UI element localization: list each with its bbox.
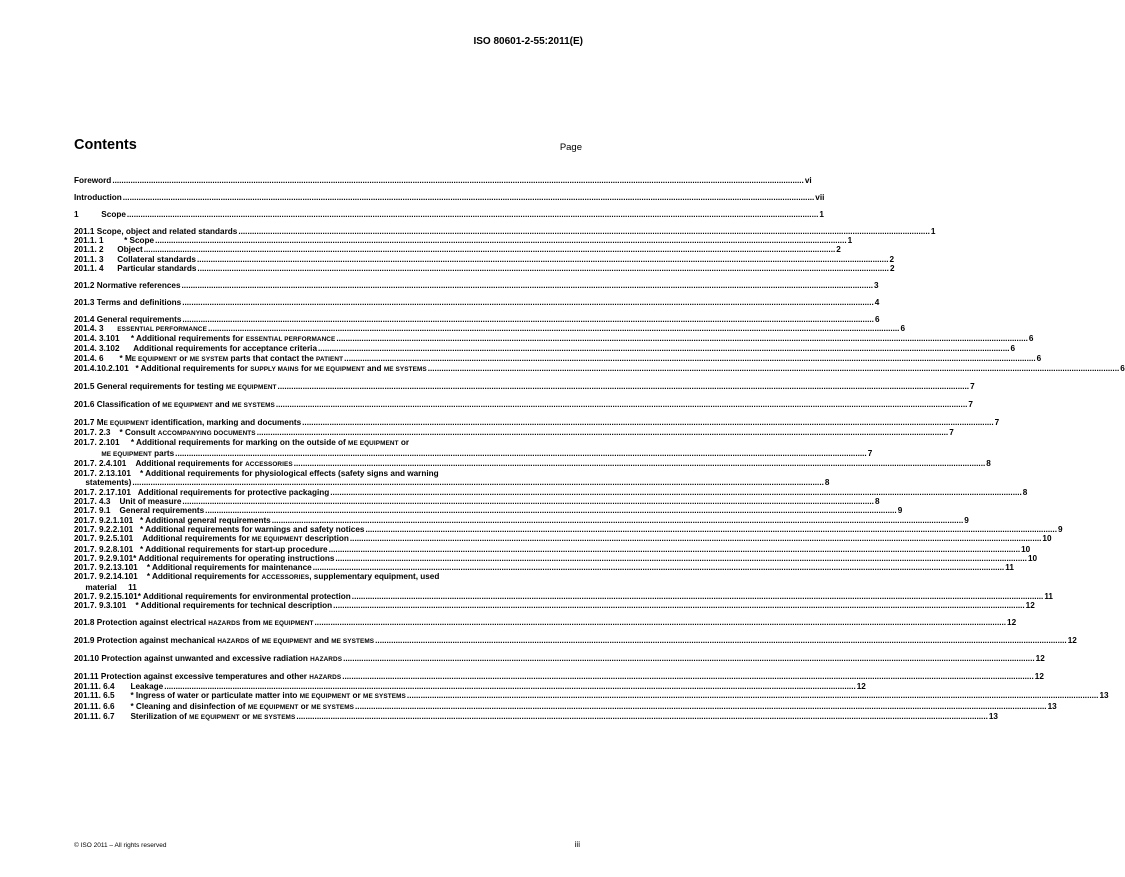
toc-entry-page: 12 [1067,636,1077,646]
toc-entry[interactable] [74,691,1109,701]
toc-entry-title [74,654,342,664]
toc-entry-title [74,428,256,438]
document-header: ISO 80601-2-55:2011(E) [473,36,583,47]
toc-entry-text-part: 201.7. 2.13.101 * Additional requirements for physiological effects (safety signs and warning [74,469,439,479]
toc-entry-first-line [74,438,582,448]
toc-entry[interactable] [74,506,903,516]
toc-entry-text-part: ME EQUIPMENT [189,714,240,722]
toc-entry-text-part: , supplementary equipment, used [309,572,440,582]
toc-entry[interactable] [74,671,1044,682]
dot-leader [164,682,856,691]
dot-leader [182,497,874,506]
toc-entry-text-part: 201.7. 2.4.101 Additional requirements for [74,458,246,468]
toc-entry-page: 2 [889,254,895,264]
dot-leader [302,418,994,427]
toc-entry-text-part: from [240,618,263,628]
dot-leader [155,236,847,245]
toc-entry-continuation-line [74,478,830,488]
toc-entry-page: 1 [847,235,853,245]
dot-leader [350,534,1042,543]
dot-leader [296,712,988,721]
toc-entry-title [74,601,332,610]
toc-entry-title [74,497,181,506]
toc-entry-page: 8 [874,497,880,507]
toc-entry-text-part: 201.1. 2 Object [74,245,143,255]
toc-entry-text-part: ME EQUIPMENT [314,366,365,374]
toc-entry-text-part: 201.7. 9.2.13.101 * Additional requirements for maintenance [74,563,312,573]
toc-entry-text-part: 201.7. 9.3.101 * Additional requirements for technical description [74,601,333,611]
toc-entry-title [74,534,349,544]
toc-entry-text-part: 201.1. 1 * Scope [74,235,155,245]
toc-entry[interactable] [74,417,1000,428]
dot-leader [112,176,804,185]
toc-entry-text-part: 201.5 General requirements for testing [74,381,226,391]
toc-entry-page: 1 [930,226,936,236]
page-title: Contents [74,137,137,153]
toc-entry-page: 7 [968,399,973,409]
toc-entry-text-part: 201.7. 2.101 * Additional requirements for marking on the outside of [74,438,349,448]
toc-entry[interactable] [74,323,906,334]
toc-entry[interactable] [74,553,1038,563]
toc-entry-title [74,618,314,628]
dot-leader [123,193,815,202]
toc-entry[interactable] [74,235,853,245]
toc-entry-text-part: 201.11. 6.6 * Cleaning and disinfection of [74,701,248,711]
toc-entry-page: 8 [824,478,830,488]
toc-entry[interactable] [74,364,1125,374]
dot-leader [335,554,1027,563]
toc-entry-page: 4 [874,297,880,307]
toc-entry-title [74,382,277,392]
toc-entry-page: vii [815,192,825,202]
toc-entry-page: 12 [1025,601,1035,611]
toc-entry-title [74,364,427,374]
toc-entry-page: 9 [964,515,969,525]
toc-entry-text-part: E EQUIPMENT [131,355,177,363]
page-number: iii [574,840,580,849]
toc-entry-text-part: 201.7. 2.3 * Consult [74,427,158,437]
toc-entry-text-part: 201.11. 6.4 Leakage [74,682,164,692]
toc-entry-page: 11 [1005,563,1014,573]
toc-entry-text-part: 201.7. 9.2.2.101 * Additional requirements for warnings and safety notices [74,524,365,534]
toc-entry-title [74,298,181,307]
toc-entry-page: 7 [970,381,975,391]
toc-entry-page: 11 [1044,592,1053,602]
copyright-notice: © ISO 2011 – All rights reserved [74,842,167,849]
toc-entry[interactable] [74,226,936,236]
toc-entry-first-line [74,572,582,582]
dot-leader [333,601,1025,610]
toc-entry[interactable] [74,563,1014,573]
dot-leader [208,324,900,333]
toc-entry[interactable] [74,654,1045,664]
toc-entry[interactable] [74,334,1034,344]
toc-entry-title [74,525,364,534]
toc-entry-text-part: statements) [74,478,132,488]
toc-entry-text-part: SUPPLY MAINS [250,366,299,374]
toc-entry[interactable] [74,544,1031,554]
toc-entry-title [74,636,374,646]
toc-entry[interactable] [74,176,812,185]
toc-entry-text-part: PATIENT [316,355,344,363]
toc-entry-text-part: 201.7. 9.2.5.101 Additional requirements for [74,534,252,544]
toc-entry-text-part: ESSENTIAL PERFORMANCE [245,336,336,344]
toc-entry-page: 6 [874,314,880,324]
dot-leader [182,315,874,324]
dot-leader [182,298,874,307]
toc-entry-text-part: 201.3 Terms and definitions [74,297,182,307]
toc-entry-title [74,583,137,592]
toc-entry-page: 6 [1010,344,1016,354]
toc-entry-page: 9 [897,506,903,516]
toc-entry-title [74,281,181,290]
toc-entry[interactable] [74,601,1035,611]
toc-entry-text-part: ME EQUIPMENT [261,638,313,646]
toc-entry-page: 10 [1027,553,1038,563]
toc-entry-text-part: identification, marking and documents [148,417,302,427]
toc-entry[interactable] [74,636,1077,646]
toc-entry-text-part: E EQUIPMENT [103,419,149,427]
toc-entry-page: 10 [1021,544,1031,554]
toc-entry-title [74,176,111,185]
toc-entry-text-part: 201.1 Scope, object and related standards [74,226,238,236]
toc-entry-text-part: 201.7. 4.3 Unit of measure [74,497,182,507]
toc-entry[interactable] [74,297,880,307]
toc-entry[interactable] [74,399,973,410]
toc-entry-text-part: 201.4. 3.101 * Additional requirements for [74,334,246,344]
toc-entry-text-part: ME EQUIPMENT [299,693,351,701]
toc-entry-title [74,712,295,722]
toc-entry[interactable] [74,438,873,459]
toc-entry-text-part: 201.2 Normative references [74,280,181,290]
toc-entry-page: 7 [994,417,1000,427]
dot-leader [272,516,964,525]
toc-entry[interactable] [74,209,824,219]
toc-entry-text-part: ACCESSORIES [245,460,293,468]
toc-entry-text-part: or [350,691,364,701]
dot-leader [294,459,986,468]
toc-entry-text-part: 201.7. 9.2.1.101 * Additional general requirements [74,515,271,525]
toc-entry[interactable] [74,254,895,264]
toc-entry-text-part: ME EQUIPMENT [348,440,399,448]
toc-entry-page: 7 [867,448,873,458]
toc-entry-title [74,264,196,273]
toc-entry[interactable] [74,192,825,202]
table-of-contents [74,176,1125,722]
toc-entry-page: 6 [1120,364,1125,374]
toc-entry-text-part: 201.10 Protection against unwanted and excessive radiation [74,654,311,663]
toc-entry-text-part: 201.4. 3.102 Additional requirements for acceptance criteria [74,344,317,354]
dot-leader [197,255,889,264]
toc-entry-text-part: ME SYSTEMS [331,638,375,646]
dot-leader [205,506,897,515]
toc-entry-text-part: ME EQUIPMENT [251,536,303,544]
toc-entry-page: 6 [900,323,906,333]
toc-entry-title [74,691,406,701]
toc-entry-text-part: of [249,636,262,646]
toc-entry-page: 12 [1035,654,1045,663]
toc-entry-text-part: 201.1. 3 Collateral standards [74,254,196,264]
dot-leader [313,563,1005,572]
dot-leader [144,245,836,254]
toc-entry-title [74,236,154,245]
dot-leader [342,672,1034,681]
toc-entry-text-part: 201.9 Protection against mechanical [74,636,218,646]
toc-entry-title [74,554,334,563]
toc-entry-page: 10 [1042,534,1052,544]
toc-entry-page: 13 [1099,691,1109,701]
toc-entry-text-part: ME EQUIPMENT [262,620,314,628]
toc-entry[interactable] [74,701,1057,712]
toc-entry-text-part: ACCOMPANYING DOCUMENTS [157,429,256,437]
dot-leader [197,264,889,273]
toc-entry-text-part: 201.6 Classification of [74,399,163,409]
toc-entry-title [74,315,181,324]
dot-leader [238,227,930,236]
toc-entry-text-part: ME SYSTEMS [383,366,427,374]
toc-entry[interactable] [74,263,895,273]
toc-entry[interactable] [74,497,880,507]
toc-entry-page: 6 [1028,334,1034,344]
toc-entry[interactable] [74,682,866,692]
toc-entry-text-part: or [398,438,410,448]
page-column-label: Page [559,142,582,153]
toc-entry-title [74,545,328,554]
toc-entry-title [74,449,174,459]
toc-entry[interactable] [74,534,1052,544]
dot-leader [276,400,968,409]
toc-entry-text-part: ME SYSTEMS [252,714,296,722]
toc-entry-text-part: 1 Scope [74,209,126,219]
toc-entry-page: 13 [988,712,998,722]
dot-leader [278,382,970,391]
toc-entry-title [74,702,354,712]
dot-leader [343,654,1035,663]
toc-entry-page: 13 [1047,701,1057,711]
toc-entry-text-part: 201.4. 6 * M [74,353,132,363]
toc-entry[interactable] [74,712,998,722]
toc-entry-text-part: ME EQUIPMENT [225,383,277,391]
dot-leader [315,618,1007,627]
dot-leader [407,691,1099,700]
toc-entry-text-part: HAZARDS [217,638,250,646]
toc-entry-title [74,324,207,334]
toc-entry-text-part: ME SYSTEMS [311,703,355,711]
toc-entry-text-part: or [176,353,190,363]
toc-entry-text-part: parts [151,448,175,458]
toc-entry-text-part: ME SYSTEMS [363,693,406,701]
toc-entry-title [74,193,122,202]
toc-entry-text-part: ME EQUIPMENT [101,450,152,458]
toc-entry-text-part: ESSENTIAL PERFORMANCE [117,325,207,333]
dot-leader [127,210,819,219]
toc-entry-text-part: or [298,701,312,711]
toc-entry-title [74,672,341,682]
toc-entry-text-part: ME SYSTEMS [231,401,275,409]
toc-entry-text-part: 201.11. 6.5 * Ingress of water or particulate matter into [74,691,300,701]
toc-entry-text-part: and [212,399,232,409]
dot-leader [175,449,867,458]
toc-entry-title [74,506,204,515]
toc-entry-text-part: 201.7 M [74,417,104,427]
dot-leader [365,525,1057,534]
toc-entry-title [74,210,126,219]
toc-entry-text-part: HAZARDS [310,656,343,663]
toc-entry-title [74,344,317,353]
toc-entry[interactable] [74,353,1042,364]
toc-entry-page: vi [804,176,812,185]
toc-entry-text-part: HAZARDS [309,673,342,681]
dot-leader [428,364,1120,373]
toc-entry[interactable] [74,515,969,525]
dot-leader [330,488,1022,497]
toc-entry-page: 1 [819,209,824,219]
toc-entry-text-part: Introduction [74,192,122,202]
toc-entry-text-part: 201.1. 4 Particular standards [74,263,197,273]
toc-entry[interactable] [74,344,1016,354]
toc-entry-title [74,488,329,497]
toc-entry-page: 2 [836,245,841,255]
toc-entry-title [74,682,163,691]
toc-entry-text-part: 201.7. 9.2.8.101 * Additional requirements for start-up procedure [74,544,328,554]
toc-entry-text-part: 201.4 General requirements [74,314,182,324]
toc-entry-title [74,400,275,410]
dot-leader [344,354,1036,363]
toc-entry-text-part: ME EQUIPMENT [247,703,299,711]
toc-entry[interactable] [74,572,582,592]
toc-entry[interactable] [74,618,1017,628]
toc-entry-text-part: 201.7. 2.17.101 Additional requirements for protective packaging [74,487,330,497]
toc-entry-text-part: 201.7. 9.2.15.101* Additional requirements for environmental protection [74,592,351,602]
toc-entry-title [74,354,343,364]
toc-entry-text-part: 201.4.10.2.101 * Additional requirements for [74,364,251,374]
toc-entry-text-part: 201.8 Protection against electrical [74,618,209,628]
toc-entry-title [74,592,351,601]
toc-entry-text-part: and [312,636,332,646]
toc-entry-text-part: Foreword [74,176,112,185]
toc-entry-text-part: or [239,712,253,722]
toc-entry-title [74,227,237,236]
toc-entry-title [74,516,271,525]
toc-entry-title [74,459,293,469]
toc-entry-text-part: and [364,364,384,374]
toc-entry-text-part [74,449,101,458]
toc-entry-title [74,563,312,572]
dot-leader [375,636,1067,645]
toc-entry-page: 8 [986,458,991,468]
toc-entry-text-part: 201.11 Protection against excessive temperatures and other [74,671,310,681]
dot-leader [355,702,1047,711]
toc-entry-page: 2 [889,263,895,273]
toc-entry[interactable] [74,487,1028,497]
dot-leader [336,334,1028,343]
dot-leader [257,428,949,437]
toc-entry-text-part: 201.7. 9.1 General requirements [74,506,205,516]
toc-entry-page: 9 [1057,524,1063,534]
toc-entry-text-part: ME SYSTEM [189,355,229,363]
toc-entry-text-part: for [298,364,315,374]
toc-entry-text-part: 201.4. 3 [74,323,118,333]
toc-entry[interactable] [74,592,1053,602]
toc-entry-page: 3 [874,280,879,290]
dot-leader [132,478,824,487]
dot-leader [329,545,1021,554]
toc-entry-text-part: 201.7. 9.2.14.101 * Additional requirements for [74,572,262,582]
toc-entry-title [74,334,335,344]
toc-entry-page: 12 [1007,618,1017,628]
toc-entry-text-part: parts that contact the [228,353,317,363]
toc-entry-title [74,418,301,428]
toc-entry[interactable] [74,245,841,255]
toc-entry-first-line [74,469,582,478]
toc-entry-text-part: description [302,534,349,544]
dot-leader [182,281,874,290]
toc-entry[interactable] [74,427,954,438]
dot-leader [318,344,1010,353]
toc-entry-title [74,245,143,254]
toc-entry-text-part: ME EQUIPMENT [162,401,213,409]
toc-entry-page: 7 [949,427,954,437]
toc-entry-page: 12 [1034,671,1044,681]
toc-entry-title [74,478,131,487]
toc-entry[interactable] [74,469,830,488]
toc-entry[interactable] [74,280,879,290]
toc-entry-page: 12 [856,682,866,692]
toc-entry[interactable] [74,458,991,469]
toc-entry-text-part: ACCESSORIES [261,574,310,582]
toc-entry-continuation-line [74,448,873,459]
toc-entry-page: 6 [1036,353,1042,363]
toc-entry-text-part: material 11 [74,582,137,592]
toc-entry[interactable] [74,314,880,324]
toc-entry-text-part: 201.7. 9.2.9.101* Additional requirements for operating instructions [74,553,335,563]
toc-entry-title [74,255,196,264]
toc-entry-continuation-line [74,583,582,592]
toc-entry[interactable] [74,524,1063,534]
toc-entry-page: 8 [1022,487,1028,497]
toc-entry[interactable] [74,381,975,392]
toc-entry-text-part: 201.11. 6.7 Sterilization of [74,712,190,722]
dot-leader [352,592,1044,601]
toc-entry-text-part: HAZARDS [208,620,241,628]
